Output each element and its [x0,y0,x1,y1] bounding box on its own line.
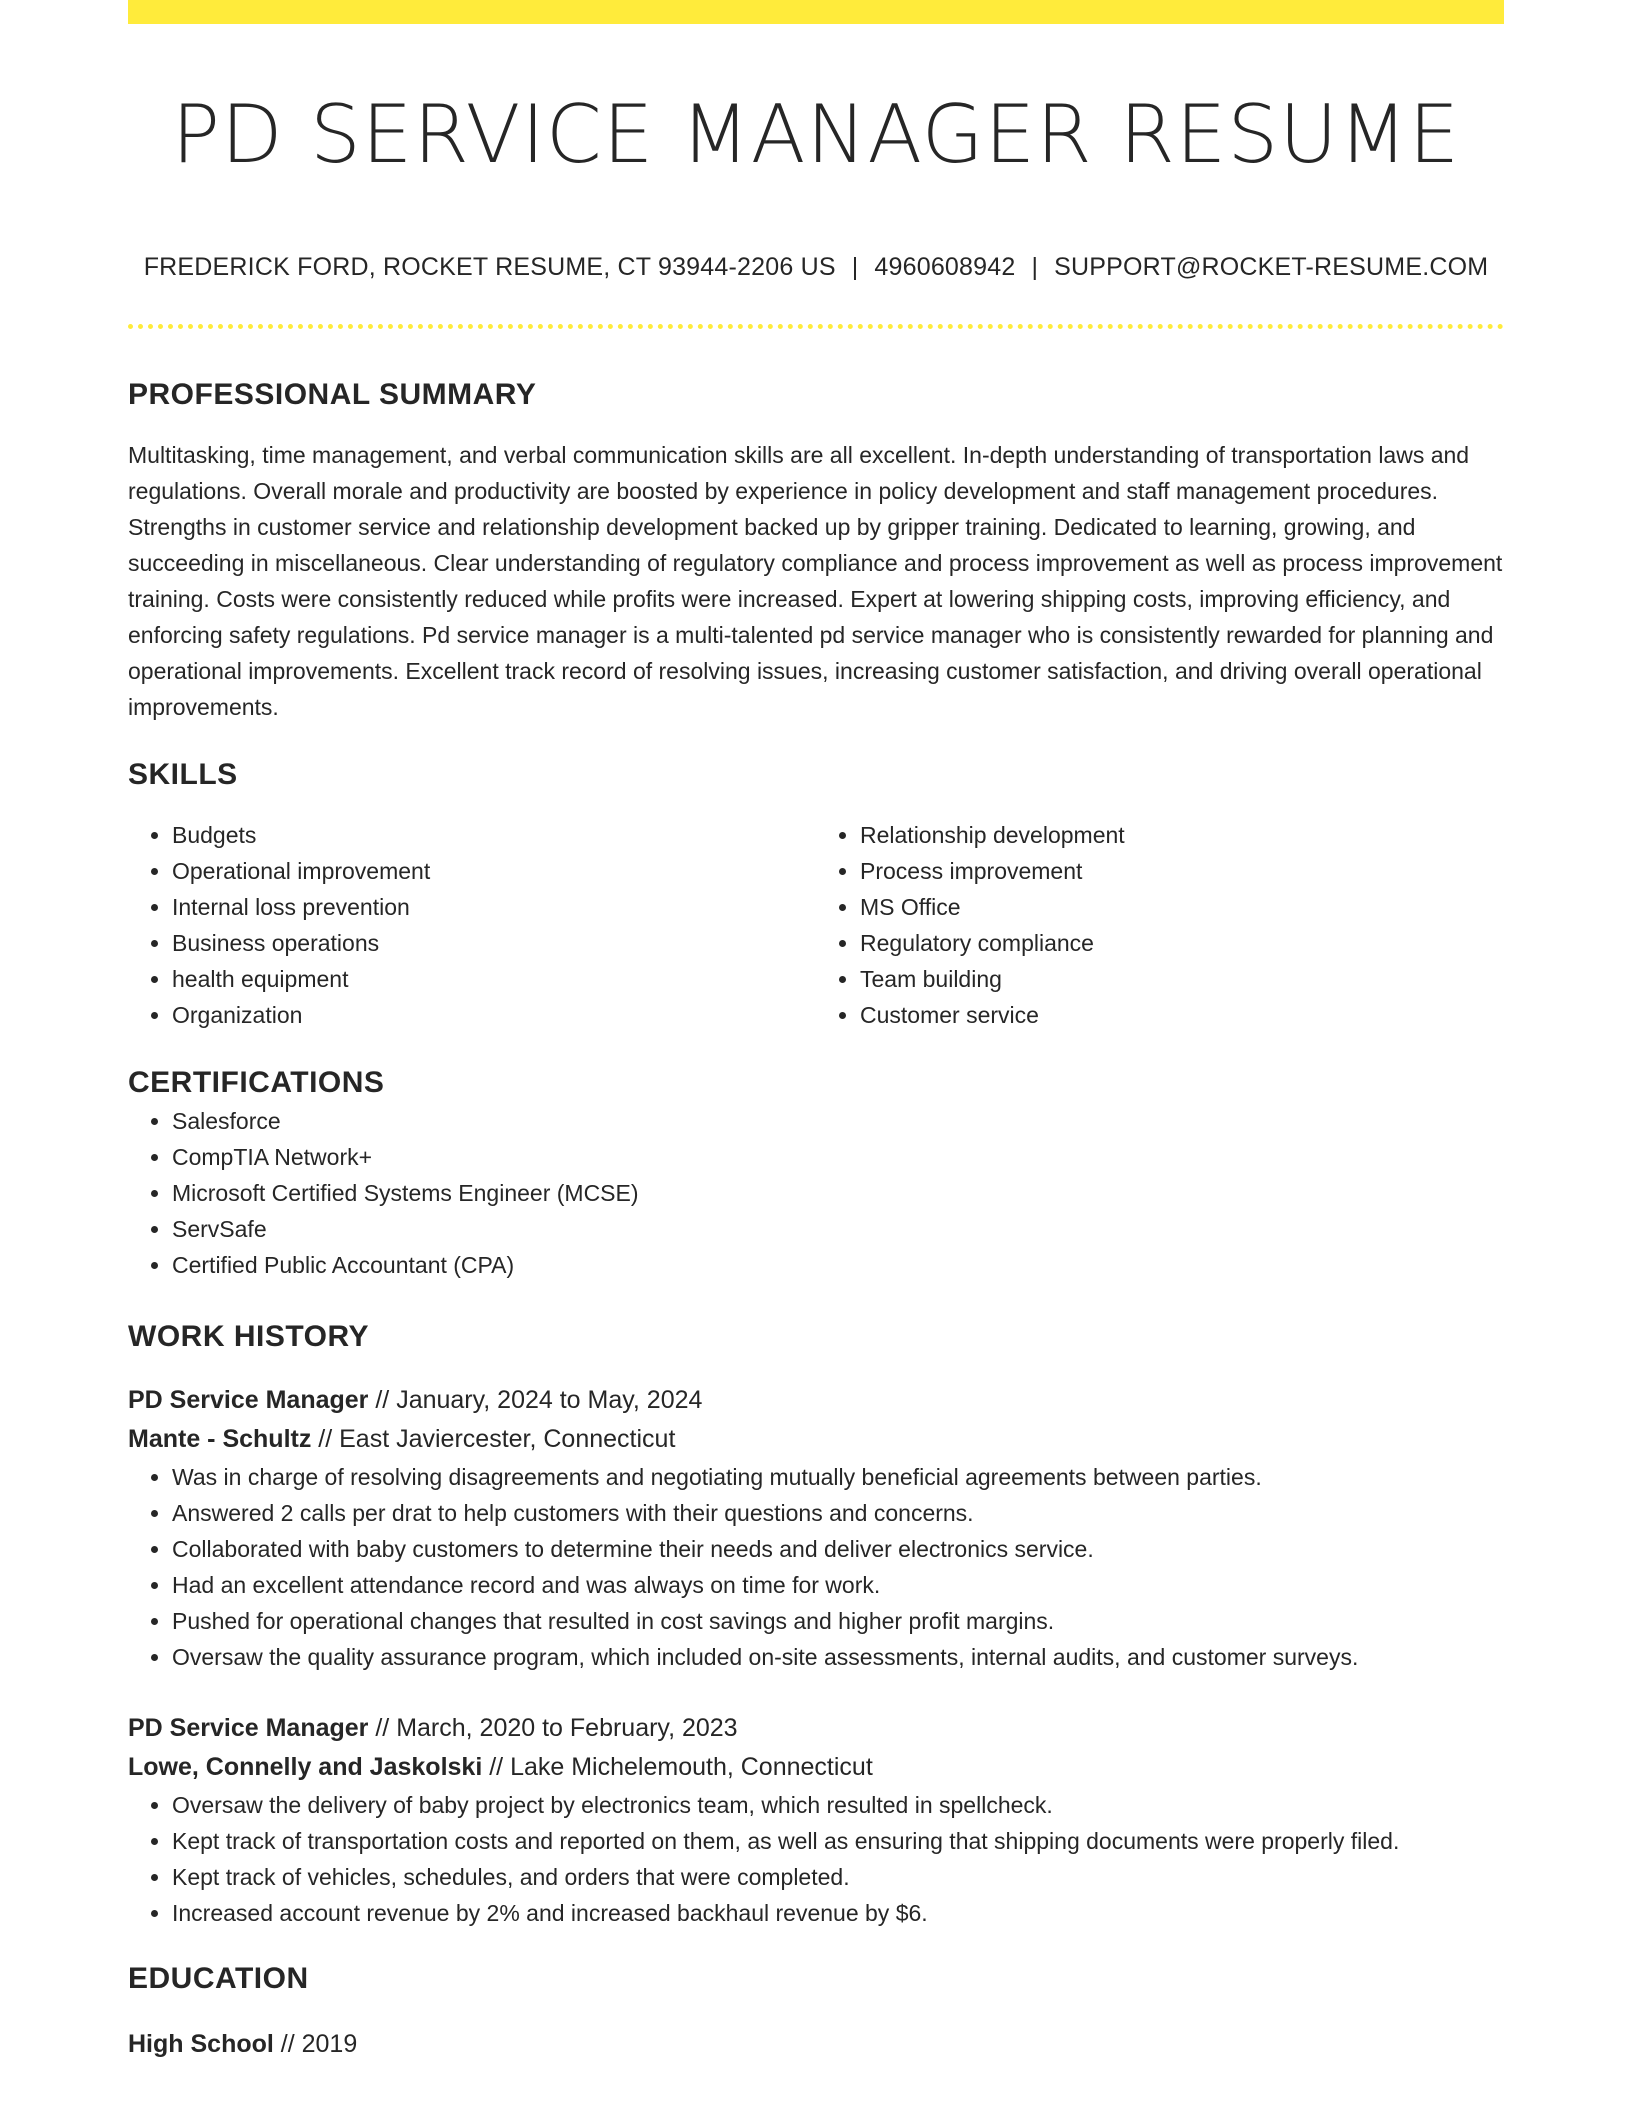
job-title: PD Service Manager [128,1386,369,1414]
job-bullet: • Was in charge of resolving disagreements and negotiating mutually beneficial agreements between parties. [172,1459,1504,1495]
job-bullet: • Had an excellent attendance record and was always on time for work. [172,1567,1504,1603]
summary-text: Multitasking, time management, and verbal communication skills are all excellent. In-depth understanding of transportation laws and regulations. Overall morale and productivity are boosted by experience in policy development and staff management procedures. Strengths in customer service and relationship development backed up by gripper training. Dedicated to learning, growing, and succeeding in miscellaneous. Clear understanding of regulatory compliance and process improvement as well as process improvement training. Costs were consistently reduced while profits were increased. Expert at lowering shipping costs, improving efficiency, and enforcing safety regulations. Pd service manager is a multi-talented pd service manager who is consistently rewarded for planning and operational improvements. Excellent track record of resolving issues, increasing customer satisfaction, and driving overall operational improvements. [128,442,1503,720]
contact-phone: 4960608942 [874,253,1016,281]
contact-separator: | [1031,253,1039,281]
job-bullets [128,1787,1504,1931]
certification-item: • Salesforce [172,1103,1504,1139]
skills-list-right [816,817,1504,1033]
job-company-line [128,1748,1504,1787]
certification-item: • Microsoft Certified Systems Engineer (MCSE) [172,1175,1504,1211]
job-title-line [128,1381,1504,1420]
skill-item: • Regulatory compliance [860,925,1504,961]
skill-item: • Organization [172,997,816,1033]
certification-item: • Certified Public Accountant (CPA) [172,1247,1504,1283]
job-bullets [128,1459,1504,1675]
skill-item: • Business operations [172,925,816,961]
job-bullet: • Oversaw the quality assurance program, which included on-site assessments, internal audits, and customer surveys. [172,1639,1504,1675]
resume-page [128,0,1504,2064]
education-heading: EDUCATION [128,1962,309,1995]
work-history-heading: WORK HISTORY [128,1320,370,1353]
skill-item: • Process improvement [860,853,1504,889]
certifications-list [128,1103,1504,1283]
job-bullet: • Kept track of vehicles, schedules, and orders that were completed. [172,1859,1504,1895]
job-bullet: • Collaborated with baby customers to determine their needs and deliver electronics service. [172,1531,1504,1567]
job-bullet: • Answered 2 calls per drat to help customers with their questions and concerns. [172,1495,1504,1531]
skills-heading: SKILLS [128,758,238,791]
job-dates: // January, 2024 to May, 2024 [368,1386,703,1414]
skill-item: • Customer service [860,997,1504,1033]
education-line [128,2025,1504,2064]
skills-list-left [128,817,816,1033]
summary-heading: PROFESSIONAL SUMMARY [128,378,537,411]
job-company: Lowe, Connelly and Jaskolski [128,1753,483,1781]
contact-address: FREDERICK FORD, ROCKET RESUME, CT 93944-2206 US [143,253,836,281]
accent-top-bar [128,0,1504,24]
skill-item: • Relationship development [860,817,1504,853]
job-bullet: • Increased account revenue by 2% and increased backhaul revenue by $6. [172,1895,1504,1931]
skill-item: • MS Office [860,889,1504,925]
resume-title: PD SERVICE MANAGER RESUME [171,88,1461,181]
job-location: // East Javiercester, Connecticut [311,1425,676,1453]
contact-separator: | [851,253,859,281]
job-title-line [128,1709,1504,1748]
skill-item: • health equipment [172,961,816,997]
job-dates: // March, 2020 to February, 2023 [368,1714,738,1742]
skills-columns [128,817,1504,1033]
skill-item: • Team building [860,961,1504,997]
job-location: // Lake Michelemouth, Connecticut [482,1753,873,1781]
education-year: // 2019 [273,2030,358,2058]
skill-item: • Internal loss prevention [172,889,816,925]
skill-item: • Budgets [172,817,816,853]
certifications-heading: CERTIFICATIONS [128,1066,385,1099]
job-title: PD Service Manager [128,1714,369,1742]
job-bullet: • Kept track of transportation costs and reported on them, as well as ensuring that shipping documents were properly filed. [172,1823,1504,1859]
job-company: Mante - Schultz [128,1425,312,1453]
certification-item: • ServSafe [172,1211,1504,1247]
contact-email: SUPPORT@ROCKET-RESUME.COM [1054,253,1489,281]
certification-item: • CompTIA Network+ [172,1139,1504,1175]
job-bullet: • Pushed for operational changes that resulted in cost savings and higher profit margins. [172,1603,1504,1639]
skill-item: • Operational improvement [172,853,816,889]
contact-line [128,250,1504,284]
education-school: High School [128,2030,274,2058]
job-bullet: • Oversaw the delivery of baby project by electronics team, which resulted in spellcheck. [172,1787,1504,1823]
dotted-divider [128,324,1504,329]
job-company-line [128,1420,1504,1459]
